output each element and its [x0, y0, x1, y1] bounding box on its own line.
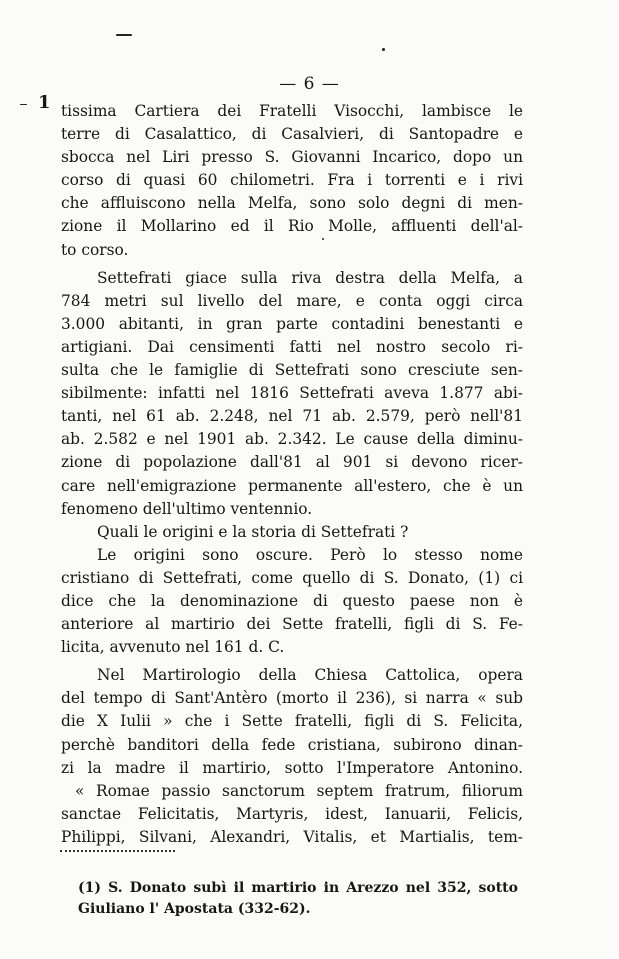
scan-speck — [382, 48, 385, 51]
text-line: licita, avvenuto nel 161 d. C. — [61, 638, 285, 657]
footnote — [78, 878, 518, 920]
text-line: die X Iulii » che i Sette fratelli, figli di S. Felicita, — [61, 712, 523, 731]
text-line: dice che la denominazione di questo paese non è — [61, 591, 523, 610]
text-line: 784 metri sul livello del mare, e conta oggi circa — [61, 291, 523, 310]
text-line: sulta che le famiglie di Settefrati sono cresciute sen- — [61, 361, 523, 380]
text-line: zi la madre il martirio, sotto l'Imperatore Antonino. — [61, 758, 523, 777]
footnote-separator — [60, 850, 175, 852]
body-text — [61, 100, 523, 849]
text-line: Nel Martirologio della Chiesa Cattolica, opera — [97, 666, 523, 685]
text-line: zione di popolazione dall'81 al 901 si devono ricer- — [61, 453, 523, 472]
text-line: care nell'emigrazione permanente all'estero, che è un — [61, 476, 523, 495]
text-line: artigiani. Dai censimenti fatti nel nostro secolo ri- — [61, 337, 523, 356]
text-line: Le origini sono oscure. Però lo stesso nome — [97, 545, 523, 564]
text-line: che affluiscono nella Melfa, sono solo degni di men- — [61, 194, 523, 213]
text-line: to corso. — [61, 240, 129, 259]
footnote-line: Giuliano l' Apostata (332-62). — [78, 901, 311, 917]
scan-speck — [116, 34, 132, 36]
text-line: 3.000 abitanti, in gran parte contadini benestanti e — [61, 314, 523, 333]
text-line: Quali le origini e la storia di Settefrati ? — [97, 522, 409, 541]
footnote-line: (1) S. Donato subì il martirio in Arezzo nel 352, sotto — [78, 880, 518, 896]
text-line: tissima Cartiera dei Fratelli Visocchi, lambisce le — [61, 102, 523, 120]
text-line: terre di Casalattico, di Casalvieri, di Santopadre e — [61, 125, 523, 144]
text-line: sanctae Felicitatis, Martyris, idest, Ianuarii, Felicis, — [61, 804, 523, 823]
text-line: zione il Mollarino ed il Rio Molle, affluenti dell'al- — [61, 217, 523, 236]
scan-speck — [322, 238, 324, 240]
text-line: perchè banditori della fede cristiana, subirono dinan- — [61, 735, 523, 754]
page-number: — 6 — — [279, 74, 340, 94]
text-line: cristiano di Settefrati, come quello di S. Donato, (1) ci — [61, 568, 523, 587]
margin-mark: 1 — [38, 92, 51, 113]
text-line: Settefrati giace sulla riva destra della Melfa, a — [97, 268, 523, 287]
text-line: Philippi, Silvani, Alexandri, Vitalis, et Martialis, tem- — [61, 827, 523, 846]
text-line: ab. 2.582 e nel 1901 ab. 2.342. Le cause della diminu- — [61, 430, 523, 449]
text-line: tanti, nel 61 ab. 2.248, nel 71 ab. 2.579, però nell'81 — [61, 407, 523, 426]
text-line: sbocca nel Liri presso S. Giovanni Incarico, dopo un — [61, 148, 523, 167]
scan-speck — [20, 104, 27, 105]
text-line: fenomeno dell'ultimo ventennio. — [61, 499, 313, 518]
text-line: anteriore al martirio dei Sette fratelli, figli di S. Fe- — [61, 615, 523, 634]
text-line: « Romae passio sanctorum septem fratrum, filiorum — [75, 781, 523, 800]
text-line: del tempo di Sant'Antèro (morto il 236), si narra « sub — [61, 689, 523, 708]
text-line: sibilmente: infatti nel 1816 Settefrati aveva 1.877 abi- — [61, 384, 523, 403]
text-line: corso di quasi 60 chilometri. Fra i torrenti e i rivi — [61, 171, 523, 190]
